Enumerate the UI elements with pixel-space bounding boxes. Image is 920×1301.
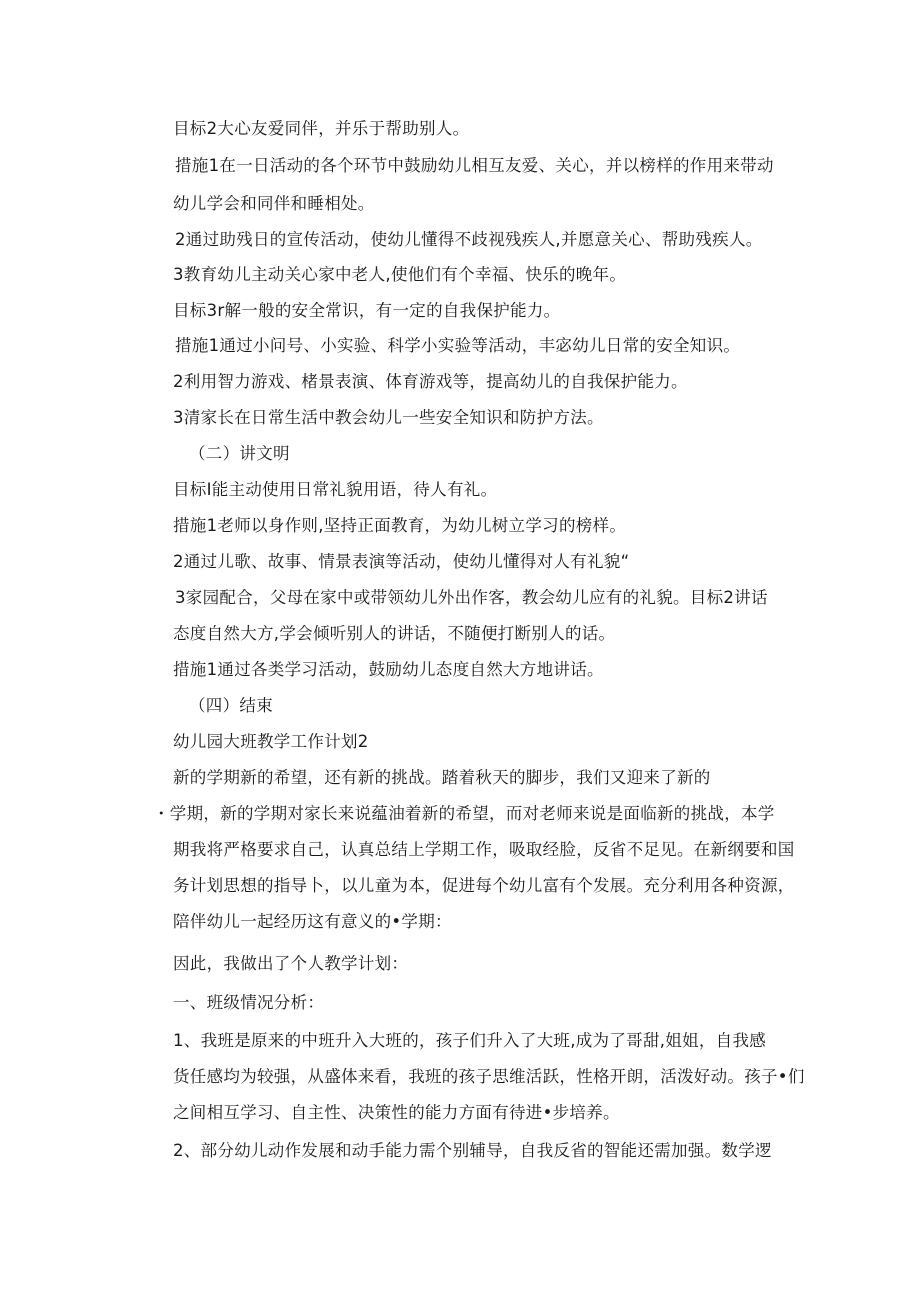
text-line: 措施1通过各类学习活动，鼓励幼儿态度自然大方地讲话。 [173, 660, 604, 679]
document-subtitle: 幼儿园大班教学工作计划2 [173, 732, 369, 751]
text-line: 3教育幼儿主动关心家中老人,使他们有个幸福、快乐的晚年。 [173, 265, 627, 284]
text-line: 措施1老师以身作则,坚持正面教育，为幼儿树立学习的榜样。 [173, 516, 627, 535]
text-line: 1、我班是原来的中班升入大班的，孩子们升入了大班,成为了哥甜,姐姐，自我感 [173, 1031, 767, 1050]
section-heading: 一、班级情况分析： [173, 993, 325, 1012]
text-line: 务计划思想的指导卜，以儿童为本，促进每个幼儿富有个发展。充分利用各种资源， [173, 876, 795, 895]
text-line: 陪伴幼儿一起经历这有意义的•学期： [173, 912, 452, 931]
text-line: 目标3r解一般的安全常识，有一定的自我保护能力。 [173, 301, 561, 320]
text-line: 态度自然大方,学会倾听别人的讲话，不随便打断别人的话。 [173, 624, 616, 643]
text-line: 新的学期新的希望，还有新的挑战。踏着秋天的脚步，我们又迎来了新的 [173, 768, 711, 787]
text-line: 2、部分幼儿动作发展和动手能力需个别辅导，自我反省的智能还需加强。数学逻 [173, 1141, 772, 1160]
text-line: 措施1通过小问号、小实验、科学小实验等活动，丰宓幼儿日常的安全知识。 [175, 336, 741, 355]
text-line: 期我将严格要求自己，认真总结上学期工作，吸取经脸，反省不足见。在新纲要和国 [173, 840, 795, 859]
text-line: ・学期，新的学期对家长来说蕴油着新的希望，而对老师来说是面临新的挑战，本学 [153, 804, 775, 823]
text-line: 3家园配合，父母在家中或带领幼儿外出作客，教会幼儿应有的礼貌。目标2讲话 [175, 588, 768, 607]
text-line: 货任感均为较强，从盛体来看，我班的孩子思维活跃，性格开朗，活泼好动。孩子•们 [173, 1067, 805, 1086]
text-line: 因此，我做出了个人教学计划： [173, 954, 409, 973]
text-line: 措施1在一日活动的各个环节中鼓励幼儿相互友爱、关心，并以榜样的作用来带动 [175, 156, 774, 175]
text-line: 2通过儿歌、故事、情景表演等活动，使幼儿懂得对人有礼貌“ [173, 552, 630, 571]
text-line: 2利用智力游戏、楮景表演、体育游戏等，提高幼儿的自我保护能力。 [173, 372, 688, 391]
section-heading: （二）讲文明 [189, 444, 290, 463]
text-line: 2通过助残日的宣传活动，使幼儿懂得不歧视残疾人,并愿意关心、帮助残疾人。 [175, 230, 763, 249]
text-line: 之间相互学习、自主性、决策性的能力方面有待进•步培养。 [173, 1103, 620, 1122]
text-line: 3清家长在日常生活中教会幼儿一些安全知识和防护方法。 [173, 408, 604, 427]
text-line: 目标I能主动使用日常礼貌用语，待人有礼。 [173, 480, 498, 499]
section-heading: （四）结束 [189, 696, 273, 715]
text-line: 幼儿学会和同伴和睡相处。 [173, 194, 375, 213]
text-line: 目标2大心友爱同伴，并乐于帮助别人。 [173, 119, 470, 138]
